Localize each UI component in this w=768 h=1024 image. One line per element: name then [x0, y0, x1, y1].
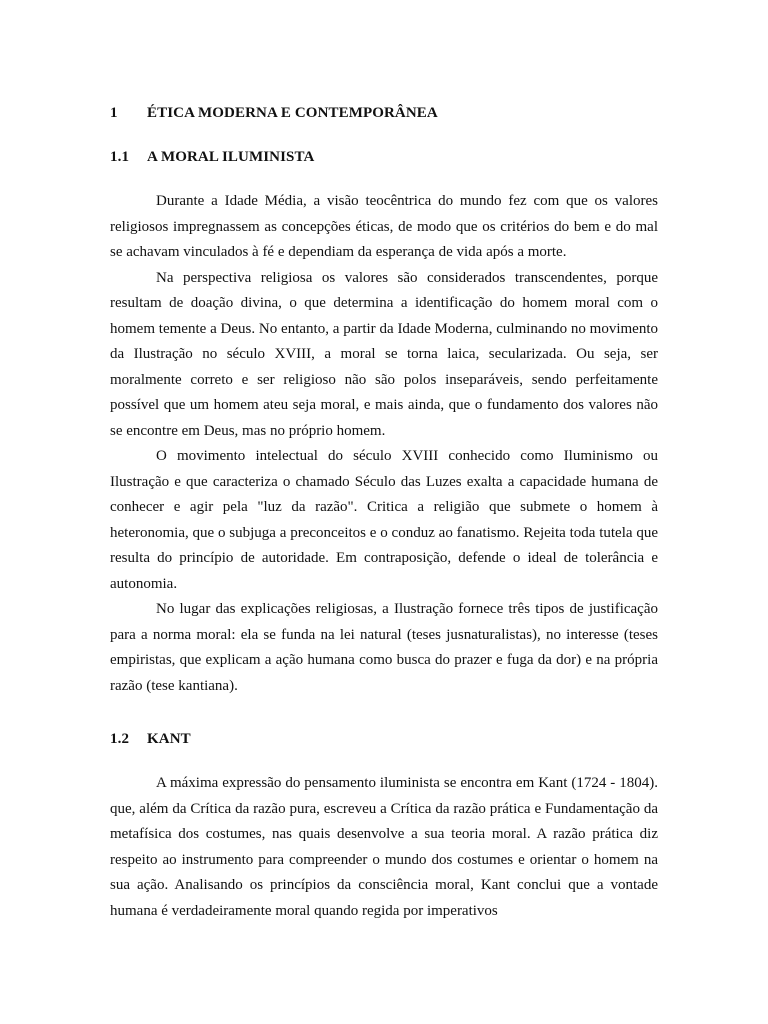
paragraph: Na perspectiva religiosa os valores são considerados transcendentes, porque resultam de doação divina, o que determina a identificação do homem moral com o homem temente a Deus. No entanto, a partir da Idade Moderna, culminando no movimento da Ilustração no século XVIII, a moral se torna laica, secularizada. Ou seja, ser moralmente correto e ser religioso não são polos inseparáveis, sendo perfeitamente possível que um homem ateu seja moral, e mais ainda, que o fundamento dos valores não se encontre em Deus, mas no próprio homem.	[110, 269, 658, 439]
section-number: 1.1	[110, 149, 130, 165]
section-heading-1-1	[110, 147, 658, 167]
paragraph: O movimento intelectual do século XVIII conhecido como Iluminismo ou Ilustração e que caracteriza o chamado Século das Luzes exalta a capacidade humana de conhecer e agir pela "luz da razão". Critica a religião que submete o homem à heteronomia, que o subjuga a preconceitos e o conduz ao fanatismo. Rejeita toda tutela que resulta do princípio de autoridade. Em contraposição, defende o ideal de tolerância e autonomia.	[110, 448, 658, 592]
section-number: 1.2	[110, 731, 130, 747]
paragraph: A máxima expressão do pensamento iluminista se encontra em Kant (1724 - 1804). que, além da Crítica da razão pura, escreveu a Crítica da razão prática e Fundamentação da metafísica dos costumes, nas quais desenvolve a sua teoria moral. A razão prática diz respeito ao instrumento para compreender o mundo dos costumes e orientar o homem na sua ação. Analisando os princípios da consciência moral, Kant conclui que a vontade humana é verdadeiramente moral quando regida por imperativos	[110, 775, 658, 919]
section-number: 1	[110, 105, 118, 121]
section-title: ÉTICA MODERNA E CONTEMPORÂNEA	[147, 105, 438, 121]
document-page	[110, 103, 658, 924]
paragraph: No lugar das explicações religiosas, a Ilustração fornece três tipos de justificação para a norma moral: ela se funda na lei natural (teses jusnaturalistas), no interesse (teses empiristas, que explicam a ação humana como busca do prazer e fuga da dor) e na própria razão (tese kantiana).	[110, 601, 658, 694]
section-title: KANT	[147, 731, 191, 747]
paragraph: Durante a Idade Média, a visão teocêntrica do mundo fez com que os valores religiosos impregnassem as concepções éticas, de modo que os critérios do bem e do mal se achavam vinculados à fé e dependiam da esperança de vida após a morte.	[110, 193, 658, 260]
section-heading-1	[110, 103, 658, 123]
section-heading-1-2	[110, 729, 658, 749]
section-title: A MORAL ILUMINISTA	[147, 149, 315, 165]
